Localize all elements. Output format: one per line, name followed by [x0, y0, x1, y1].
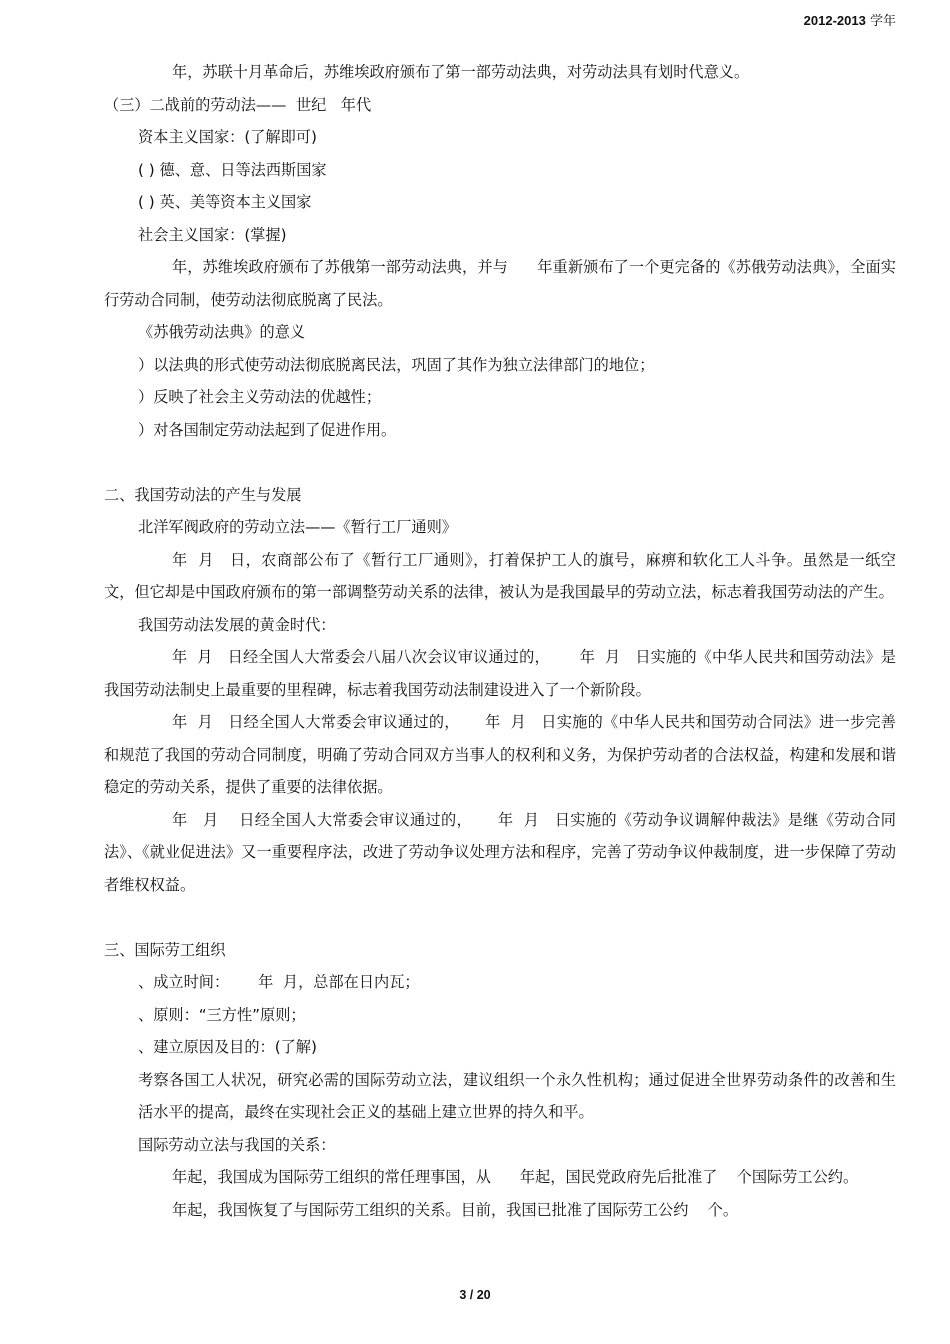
- subheading: 北洋军阀政府的劳动立法——《暂行工厂通则》: [138, 518, 457, 536]
- list-item: 、成立时间： 年 月，总部在日内瓦；: [138, 973, 420, 991]
- paragraph: 年起，我国恢复了与国际劳工组织的关系。目前，我国已批准了国际劳工公约 个。: [172, 1200, 739, 1219]
- subheading: 国际劳动立法与我国的关系：: [138, 1135, 336, 1154]
- paragraph: 年，苏联十月革命后，苏维埃政府颁布了第一部劳动法典，对劳动法具有划时代意义。: [172, 63, 750, 81]
- spacer: [104, 901, 896, 934]
- list-item: ( ) 英、美等资本主义国家: [138, 193, 312, 211]
- paragraph: 年 月 日，农商部公布了《暂行工厂通则》，打着保护工人的旗号，麻痹和软化工人斗争。虽然是一纸空文，但它却是中国政府颁布的第一部调整劳动关系的法律，被认为是我国最早的劳动立法，标志着我国劳动法的产生。: [104, 550, 896, 601]
- list-item: 、建立原因及目的：(了解): [138, 1038, 317, 1056]
- header-year: 2012-2013: [803, 13, 866, 28]
- page-number: 3 / 20: [459, 1288, 491, 1302]
- spacer: [104, 446, 896, 479]
- paragraph: 资本主义国家：(了解即可): [138, 128, 317, 146]
- list-item: ）对各国制定劳动法起到了促进作用。: [138, 420, 397, 439]
- subheading: 我国劳动法发展的黄金时代：: [138, 615, 336, 634]
- subheading: 《苏俄劳动法典》的意义: [138, 323, 306, 341]
- section-heading: （三）二战前的劳动法—— 世纪 年代: [104, 95, 372, 114]
- header-label: 学年: [869, 14, 896, 29]
- paragraph: 年 月 日经全国人大常委会八届八次会议审议通过的， 年 月 日实施的《中华人民共和国劳动法》是我国劳动法制史上最重要的里程碑，标志着我国劳动法制建设进入了一个新阶段。: [104, 648, 896, 699]
- paragraph: 年 月 日经全国人大常委会审议通过的， 年 月 日实施的《中华人民共和国劳动合同法》进一步完善和规范了我国的劳动合同制度，明确了劳动合同双方当事人的权利和义务，为保护劳动者的合法权益，构建和发展和谐稳定的劳动关系，提供了重要的法律依据。: [104, 713, 896, 796]
- list-item: ）以法典的形式使劳动法彻底脱离民法，巩固了其作为独立法律部门的地位；: [138, 355, 655, 374]
- section-heading: 三、国际劳工组织: [104, 940, 226, 959]
- list-item: 、原则：“三方性”原则；: [138, 1005, 306, 1024]
- paragraph: 年起，我国成为国际劳工组织的常任理事国，从 年起，国民党政府先后批准了 个国际劳工公约。: [172, 1168, 859, 1186]
- list-item: ）反映了社会主义劳动法的优越性；: [138, 388, 381, 406]
- page-header: [804, 10, 896, 29]
- paragraph: 考察各国工人状况，研究必需的国际劳动立法，建议组织一个永久性机构；通过促进全世界劳动条件的改善和生活水平的提高，最终在实现社会正义的基础上建立世界的持久和平。: [138, 1070, 896, 1121]
- paragraph: 社会主义国家：(掌握): [138, 225, 287, 244]
- paragraph: 年，苏维埃政府颁布了苏俄第一部劳动法典，并与 年重新颁布了一个更完备的《苏俄劳动法典》，全面实行劳动合同制，使劳动法彻底脱离了民法。: [104, 258, 896, 309]
- paragraph: 年 月 日经全国人大常委会审议通过的， 年 月 日实施的《劳动争议调解仲裁法》是继《劳动合同法》、《就业促进法》又一重要程序法，改进了劳动争议处理方法和程序，完善了劳动争议仲裁制度，进一步保障了劳动者维权权益。: [104, 810, 896, 894]
- section-heading: 二、我国劳动法的产生与发展: [104, 485, 302, 504]
- list-item: ( ) 德、意、日等法西斯国家: [138, 160, 327, 179]
- document-body: [104, 56, 896, 1226]
